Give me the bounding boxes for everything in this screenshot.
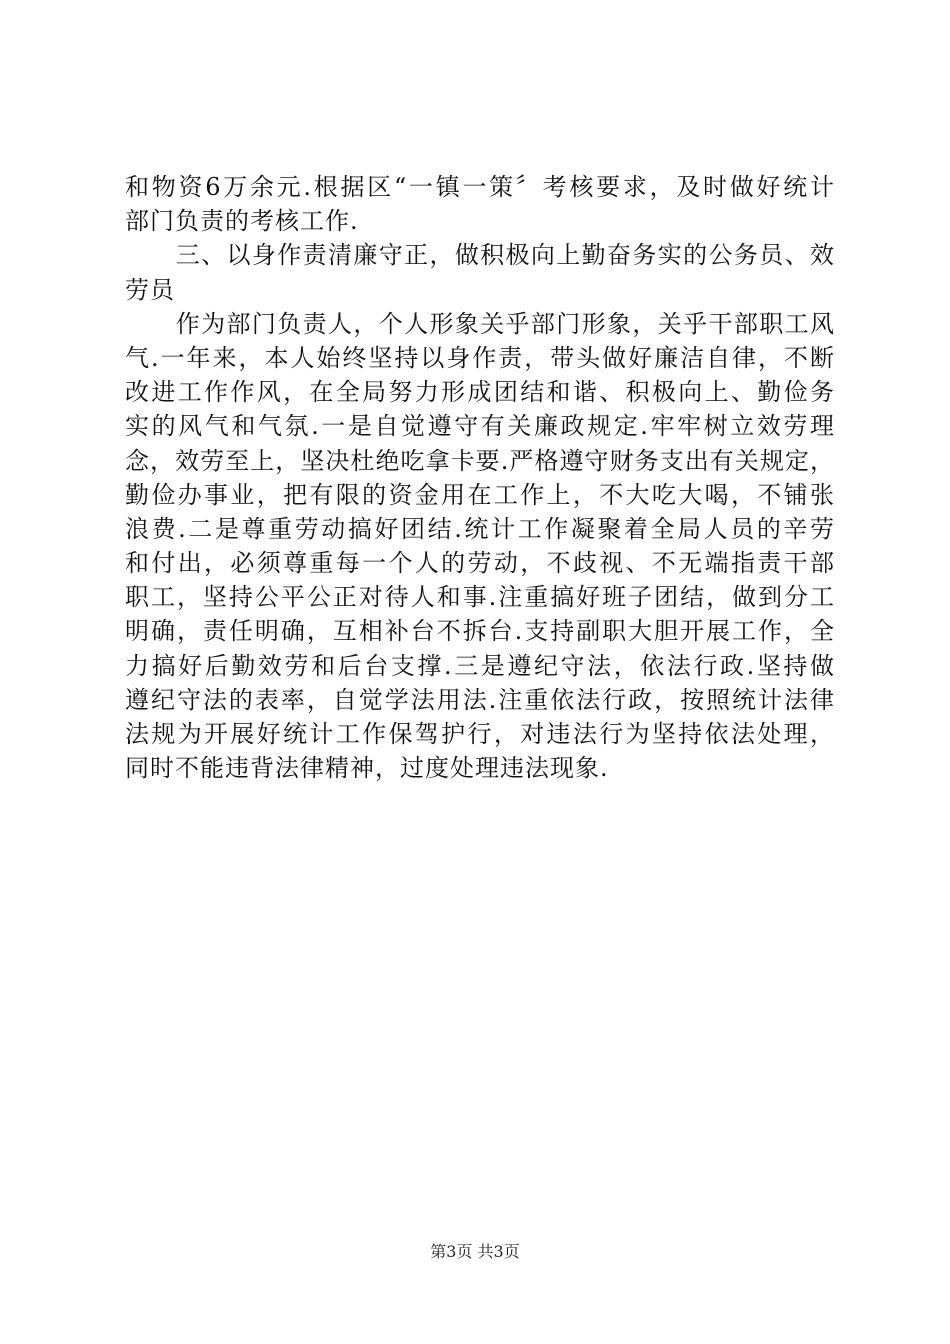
text-line: 气.一年来，本人始终坚持以身作责，带头做好廉洁自律，不断 [125, 343, 835, 372]
text-line: 作为部门负责人，个人形象关乎部门形象，关乎干部职工风 [125, 309, 835, 338]
text-line: 力搞好后勤效劳和后台支撑.三是遵纪守法，依法行政.坚持做 [125, 651, 835, 680]
text-line: 和付出，必须尊重每一个人的劳动，不歧视、不无端指责干部 [125, 549, 835, 578]
body-text [125, 170, 835, 785]
text-line: 部门负责的考核工作. [125, 207, 359, 236]
text-line: 职工，坚持公平公正对待人和事.注重搞好班子团结，做到分工 [125, 583, 835, 612]
text-line: 法规为开展好统计工作保驾护行，对违法行为坚持依法处理， [125, 720, 835, 748]
text-line: 实的风气和气氛.一是自觉遵守有关廉政规定.牢牢树立效劳理 [125, 412, 835, 441]
text-line: 明确，责任明确，互相补台不拆台.支持副职大胆开展工作，全 [125, 617, 835, 646]
text-line: 勤俭办事业，把有限的资金用在工作上，不大吃大喝，不铺张 [125, 480, 835, 509]
section-heading-line: 三、以身作责清廉守正，做积极向上勤奋务实的公务员、效 [125, 241, 835, 270]
section-heading-line: 劳员 [125, 275, 175, 304]
text-line: 遵纪守法的表率，自觉学法用法.注重依法行政，按照统计法律 [125, 685, 835, 714]
text-line: 念，效劳至上，坚决杜绝吃拿卡要.严格遵守财务支出有关规定， [125, 446, 835, 475]
text-line: 同时不能违背法律精神，过度处理违法现象. [125, 754, 609, 783]
page-number-footer: 第3页 共3页 [430, 1242, 520, 1261]
text-line: 浪费.二是尊重劳动搞好团结.统计工作凝聚着全局人员的辛劳 [125, 514, 835, 543]
text-line: 改进工作作风，在全局努力形成团结和谐、积极向上、勤俭务 [125, 378, 835, 407]
text-line: 和物资6万余元.根据区“一镇一策〞考核要求，及时做好统计 [125, 173, 835, 201]
